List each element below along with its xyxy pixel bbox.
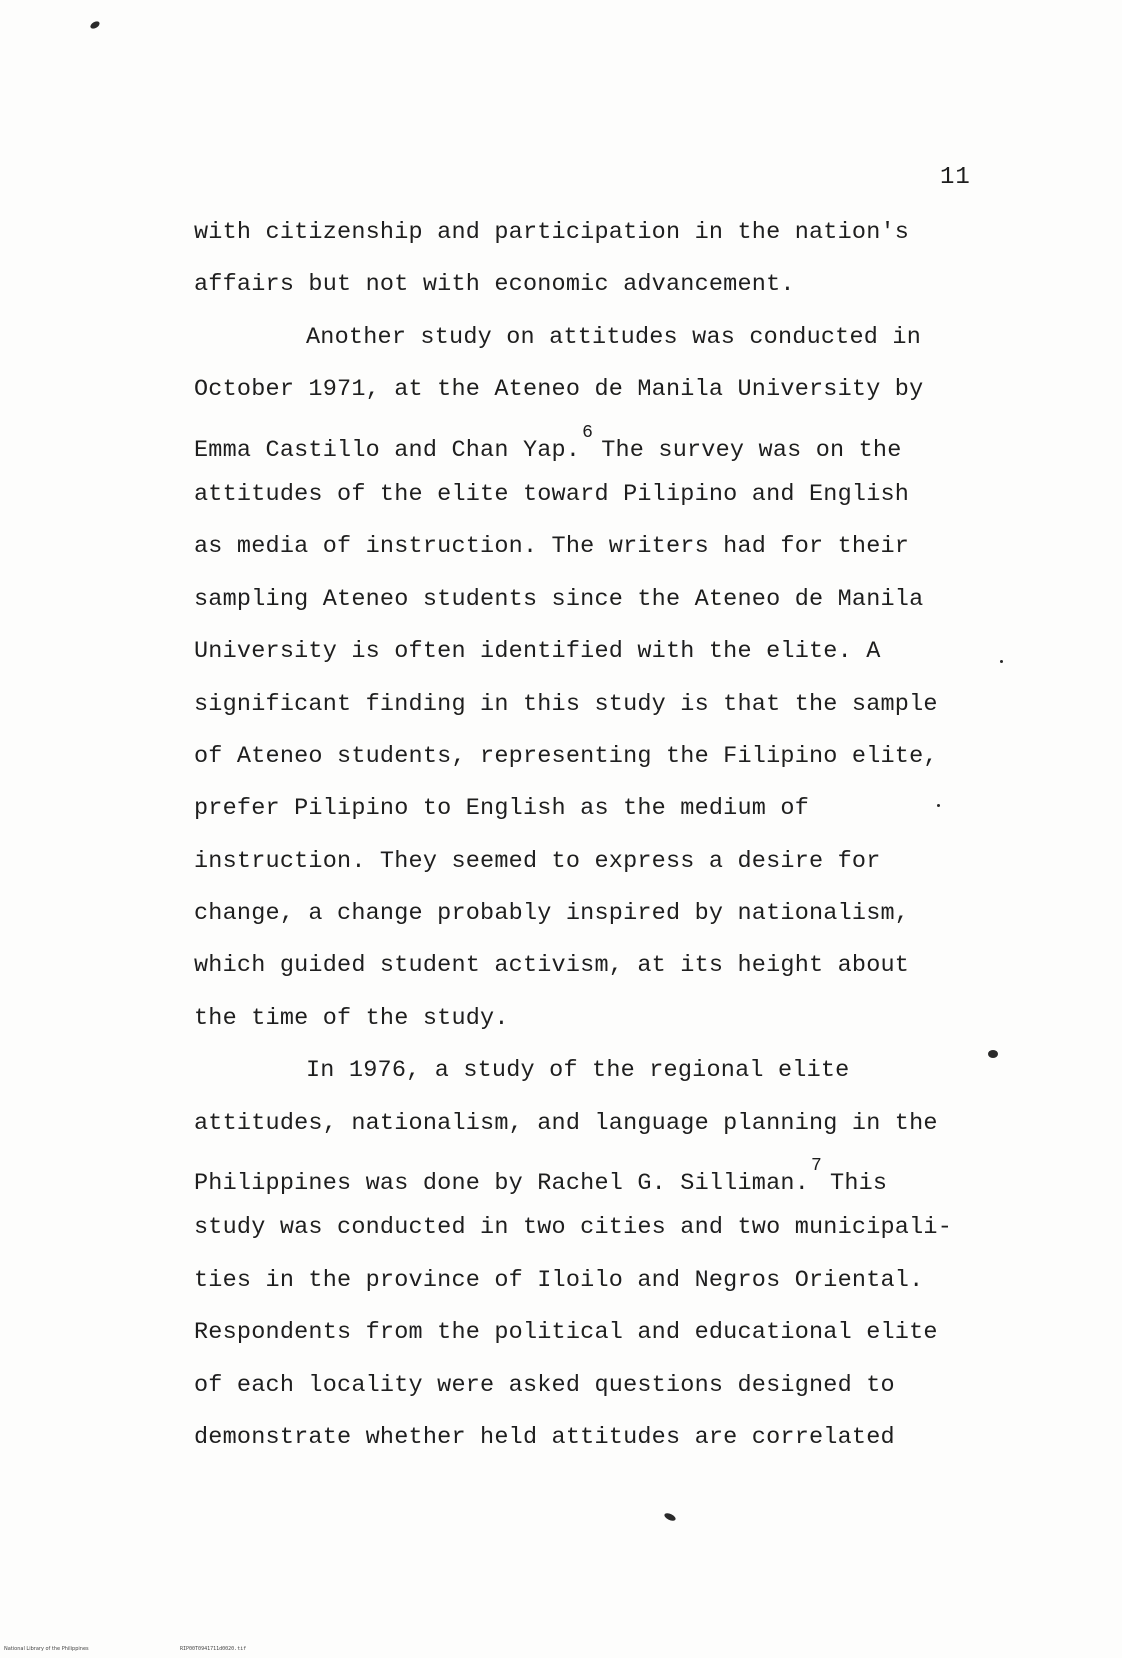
footnote-marker: 7 — [811, 1156, 823, 1177]
text-line: instruction. They seemed to express a desire for — [194, 847, 881, 875]
text-line: affairs but not with economic advancement. — [194, 271, 795, 299]
text-line: Respondents from the political and educational elite — [194, 1319, 938, 1347]
text-fragment: This — [830, 1169, 888, 1197]
paragraph-first-line: Another study on attitudes was conducted in — [306, 323, 921, 351]
text-line: which guided student activism, at its height about — [194, 952, 910, 980]
text-line: University is often identified with the elite. A — [194, 638, 881, 666]
footnote-marker: 6 — [582, 422, 594, 443]
scan-speck — [937, 804, 940, 807]
text-fragment: Emma Castillo and Chan Yap. — [194, 436, 581, 464]
text-line: demonstrate whether held attitudes are correlated — [194, 1423, 895, 1451]
text-line: attitudes, nationalism, and language planning in the — [194, 1109, 938, 1137]
footer-library-stamp: National Library of the Philippines — [4, 1646, 89, 1652]
text-line: of Ateneo students, representing the Filipino elite, — [194, 742, 938, 770]
text-line: study was conducted in two cities and two municipali- — [194, 1214, 953, 1242]
text-line: the time of the study. — [194, 1004, 509, 1032]
text-line: October 1971, at the Ateneo de Manila University by — [194, 376, 924, 404]
page-number: 11 — [940, 164, 971, 191]
text-fragment: Philippines was done by Rachel G. Silliman. — [194, 1169, 809, 1197]
scan-speck — [663, 1512, 676, 1523]
text-line: sampling Ateneo students since the Ateneo de Manila — [194, 585, 924, 613]
text-line — [194, 417, 1074, 469]
text-line: ties in the province of Iloilo and Negros Oriental. — [194, 1266, 924, 1294]
paragraph-first-line: In 1976, a study of the regional elite — [306, 1057, 850, 1085]
footer-file-code: RIP00T0941711d0020.tif — [180, 1646, 247, 1652]
scan-speck — [89, 20, 101, 30]
text-line: as media of instruction. The writers had for their — [194, 533, 910, 561]
scan-speck — [988, 1050, 998, 1058]
text-line: attitudes of the elite toward Pilipino and English — [194, 480, 910, 508]
text-line — [194, 1150, 1074, 1202]
text-line: with citizenship and participation in the nation's — [194, 219, 910, 246]
body-text — [194, 207, 1074, 1464]
text-line: significant finding in this study is that the sample — [194, 690, 938, 718]
text-line: change, a change probably inspired by nationalism, — [194, 900, 910, 928]
text-line: prefer Pilipino to English as the medium of — [194, 795, 809, 823]
text-line: of each locality were asked questions designed to — [194, 1371, 895, 1399]
text-fragment: The survey was on the — [601, 436, 902, 464]
scan-speck — [1000, 660, 1003, 663]
